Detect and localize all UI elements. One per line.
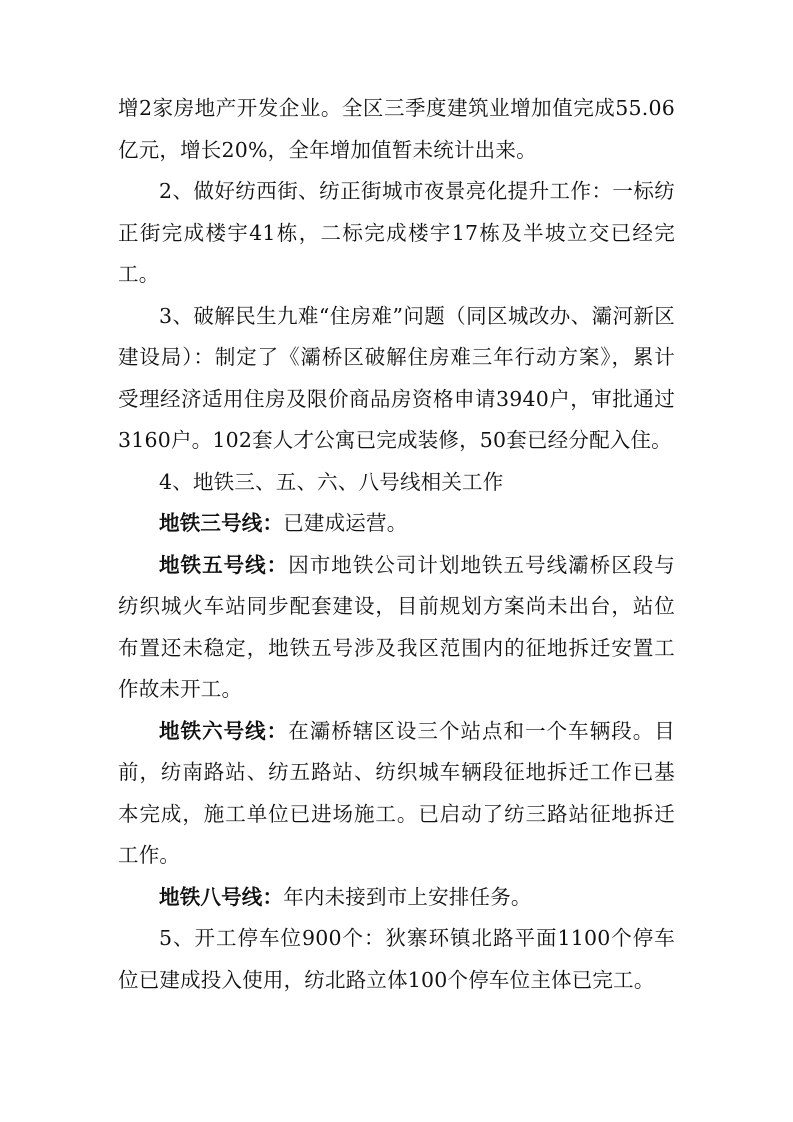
paragraph-construction-output xyxy=(118,88,675,171)
paragraph-text: 在灞桥辖区设三个站点和一个车辆段。目前，纺南路站、纺五路站、纺织城车辆段征地拆迁工作已基本完成，施工单位已进场施工。已启动了纺三路站征地拆迁工作。 xyxy=(118,718,675,867)
paragraph-text: 4、地铁三、五、六、八号线相关工作 xyxy=(159,469,504,494)
paragraph-metro-line-3 xyxy=(118,503,675,545)
metro-line-5-label: 地铁五号线： xyxy=(159,552,289,577)
paragraph-text: 已建成运营。 xyxy=(283,511,408,535)
document-page xyxy=(118,88,675,1001)
paragraph-text: 5、开工停车位900个：狄寨环镇北路平面1100个停车位已建成投入使用，纺北路立体100个停车位主体已完工。 xyxy=(118,926,675,992)
paragraph-text: 3、破解民生九难“住房难”问题（同区城改办、灞河新区建设局）：制定了《灞桥区破解住房难三年行动方案》，累计受理经济适用住房及限价商品房资格申请3940户，审批通过3160户。102套人才公寓已完成装修，50套已经分配入住。 xyxy=(118,303,675,452)
paragraph-metro-line-5 xyxy=(118,545,675,711)
paragraph-metro-line-6 xyxy=(118,711,675,877)
paragraph-night-lighting xyxy=(118,171,675,296)
paragraph-parking xyxy=(118,918,675,1001)
metro-line-3-label: 地铁三号线： xyxy=(159,511,284,535)
paragraph-text: 因市地铁公司计划地铁五号线灞桥区段与纺织城火车站同步配套建设，目前规划方案尚未出台，站位布置还未稳定，地铁五号涉及我区范围内的征地拆迁安置工作故未开工。 xyxy=(118,552,675,701)
paragraph-text: 增2家房地产开发企业。全区三季度建筑业增加值完成55.06亿元，增长20%，全年增加值暂未统计出来。 xyxy=(118,96,675,162)
paragraph-metro-line-8 xyxy=(118,877,675,919)
paragraph-metro-heading xyxy=(118,462,675,504)
metro-line-8-label: 地铁八号线： xyxy=(159,884,284,909)
paragraph-text: 年内未接到市上安排任务。 xyxy=(283,884,532,909)
paragraph-housing xyxy=(118,296,675,462)
paragraph-text: 2、做好纺西街、纺正街城市夜景亮化提升工作：一标纺正街完成楼宇41栋，二标完成楼宇17栋及半坡立交已经完工。 xyxy=(118,179,675,286)
metro-line-6-label: 地铁六号线： xyxy=(159,718,289,743)
